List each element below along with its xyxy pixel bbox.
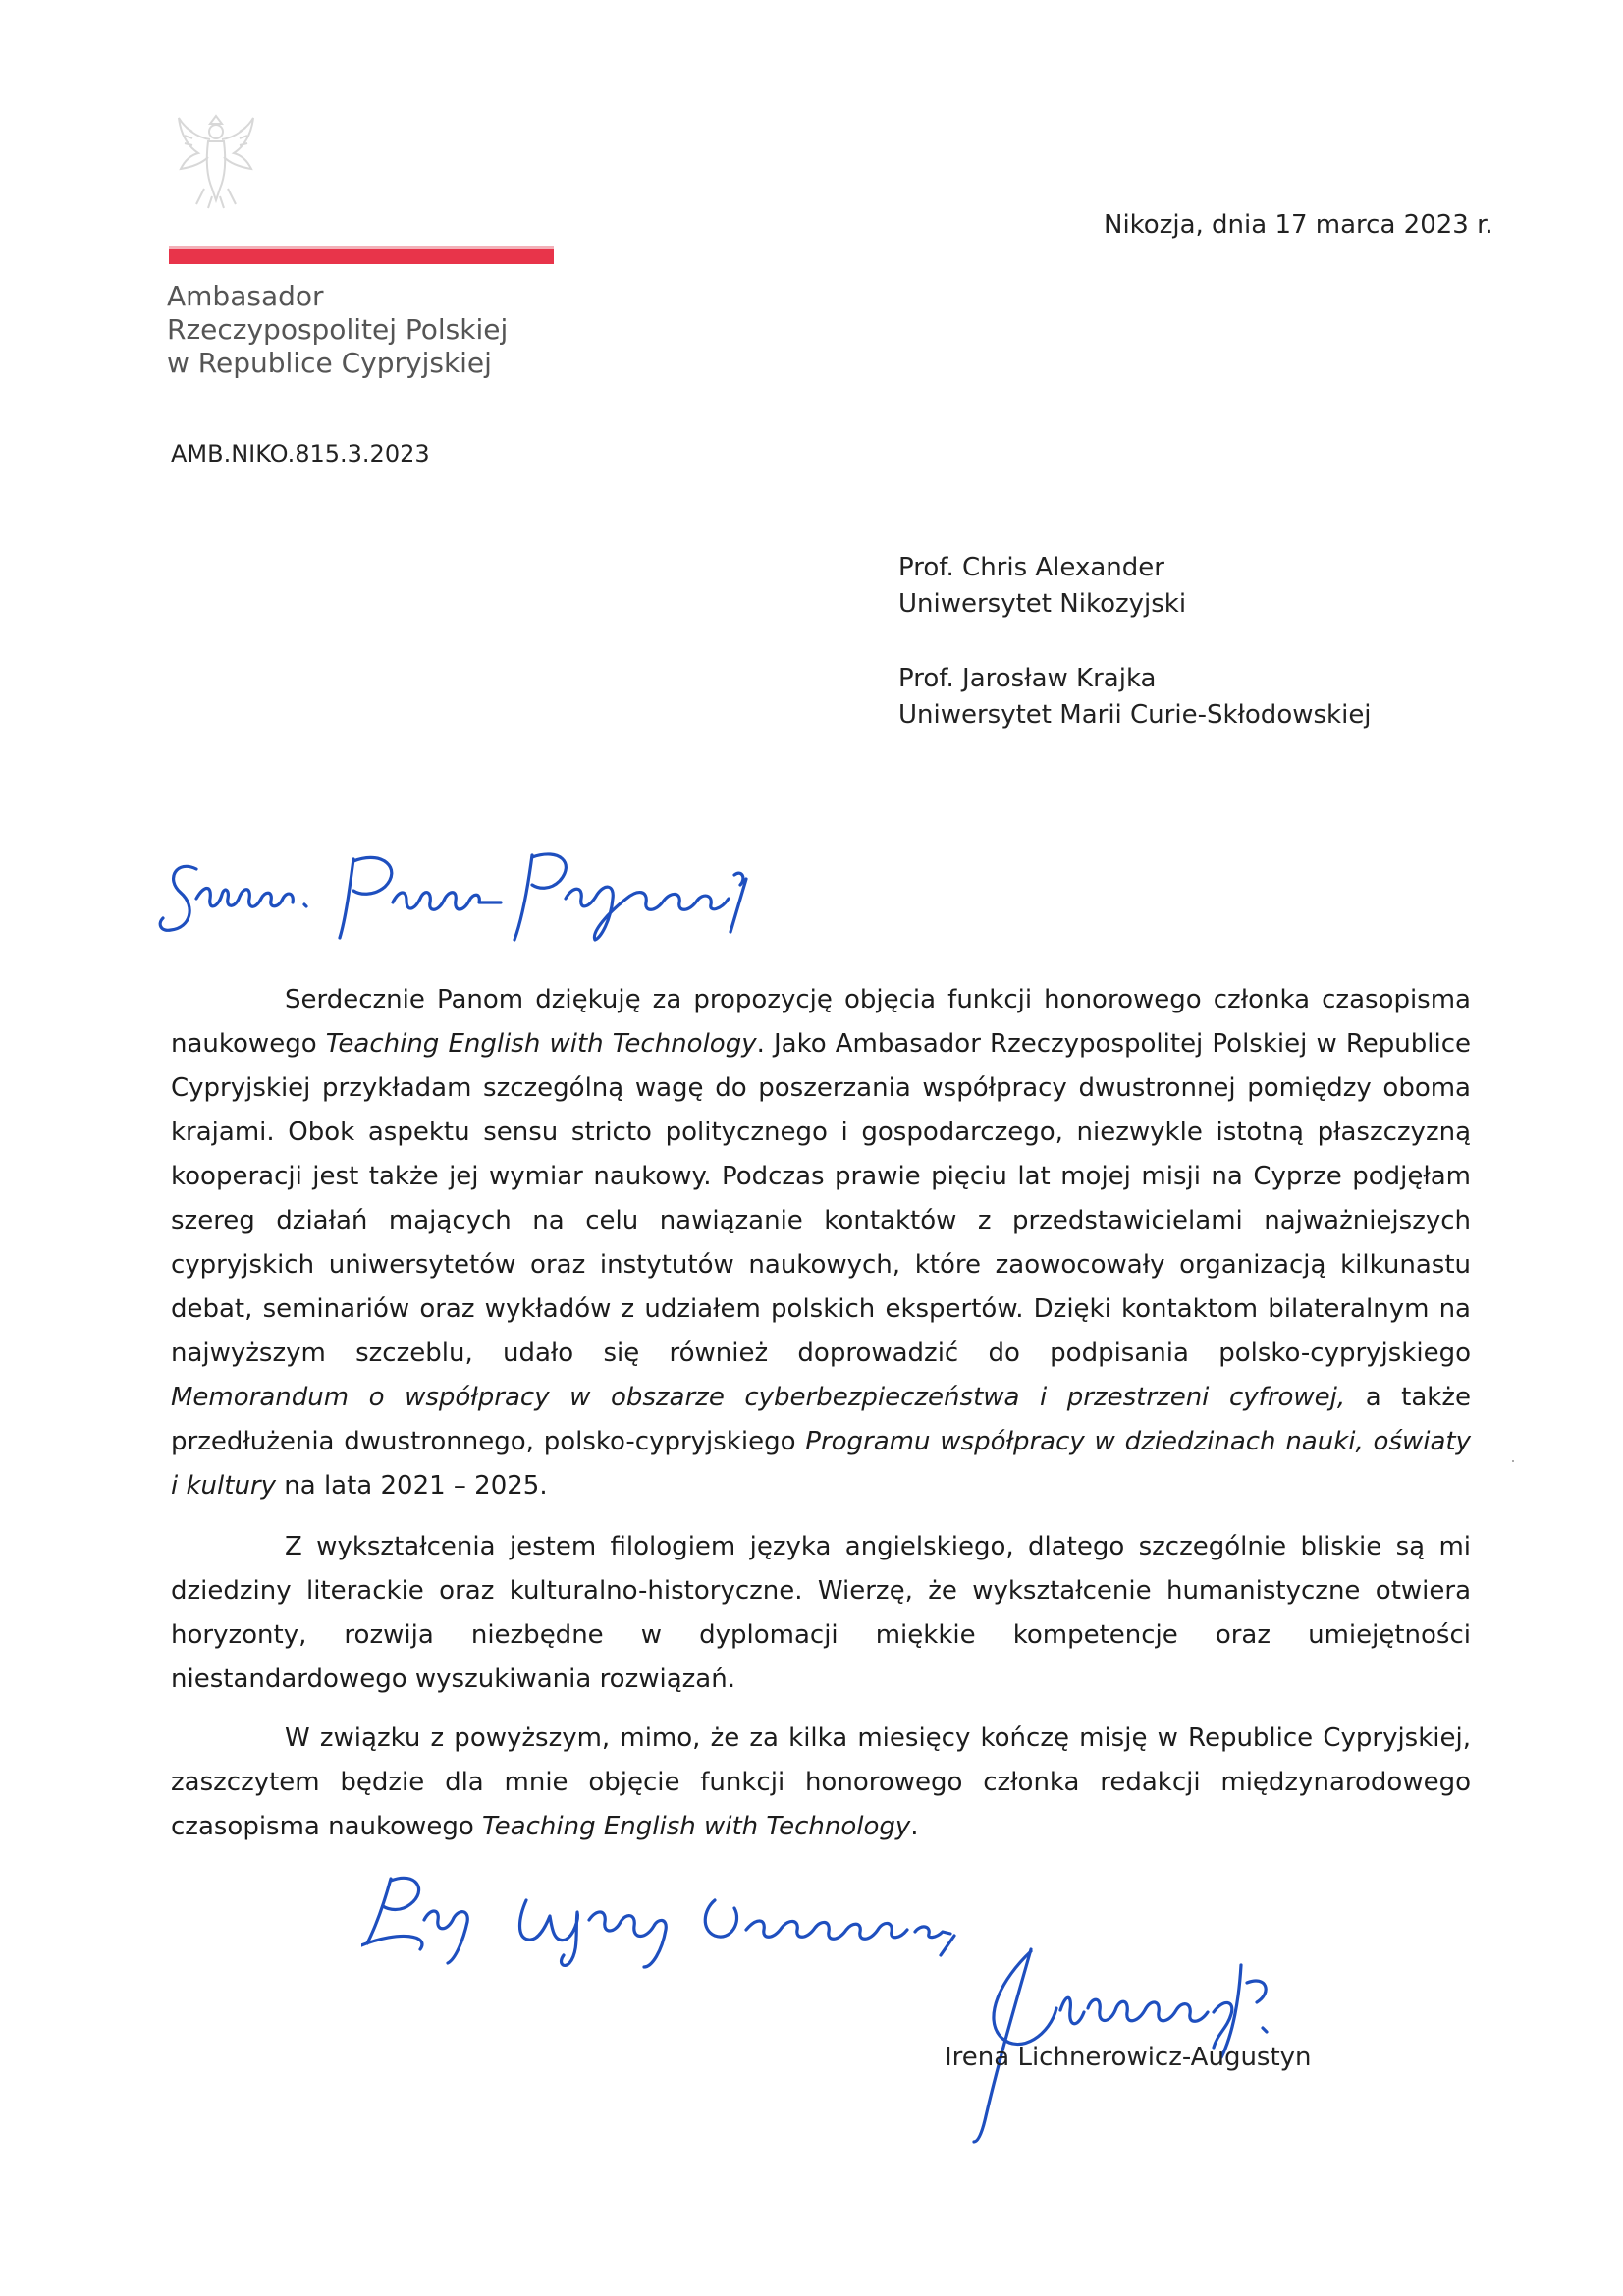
memorandum-title: Memorandum o współpracy w obszarze cyberbezpieczeństwa i przestrzeni cyfrowej, [171, 1383, 1346, 1412]
body-text-run: W związku z powyższym, mimo, że za kilka miesięcy kończę misję w Republice Cypryjskiej, zaszczytem będzie dla mnie objęcie funkcji honorowego członka redakcji międzynarodowego czasopisma naukowego [171, 1723, 1471, 1841]
body-text-run: . Jako Ambasador Rzeczypospolitej Polskiej w Republice Cypryjskiej przykładam szczególną wagę do poszerzania współpracy dwustronnej pomiędzy oboma krajami. Obok aspektu sensu stricto politycznego i gospodarczego, niezwykle istotną płaszczyzną kooperacji jest także jej wymiar naukowy. Podczas prawie pięciu lat mojej misji na Cyprze podjęłam szereg działań mających na celu nawiązanie kontaktów z przedstawicielami najważniejszych cypryjskich uniwersytetów oraz instytutów naukowych, które zaowocowały organizacją kilkunastu debat, seminariów oraz wykładów z udziałem polskich ekspertów. Dzięki kontaktom bilateralnym na najwyższym szczeblu, udało się również doprowadzić do podpisania polsko-cypryjskiego [171, 1029, 1471, 1368]
dateline: Nikozja, dnia 17 marca 2023 r. [1104, 210, 1493, 240]
body-paragraph [171, 978, 1471, 1508]
body-paragraph [171, 1717, 1471, 1849]
polish-eagle-emblem-icon [157, 98, 275, 216]
body-text-run: na lata 2021 – 2025. [276, 1471, 548, 1501]
reference-number: AMB.NIKO.815.3.2023 [171, 440, 430, 467]
institution-line: w Republice Cypryjskiej [167, 347, 492, 379]
recipient-block [898, 661, 1372, 734]
journal-title: Teaching English with Technology [482, 1812, 911, 1841]
recipient-institution: Uniwersytet Nikozyjski [898, 589, 1187, 619]
recipient-block [898, 550, 1186, 623]
recipient-name: Prof. Jarosław Krajka [898, 664, 1157, 693]
institution-line: Ambasador [167, 280, 324, 312]
body-text-run: a także przedłużenia dwustronnego, polsko-cypryjskiego [171, 1383, 1472, 1456]
institution-line: Rzeczypospolitej Polskiej [167, 313, 509, 346]
recipient-institution: Uniwersytet Marii Curie-Skłodowskiej [898, 700, 1372, 730]
handwritten-salutation [157, 830, 1001, 957]
body-text-run: Serdecznie Panom dziękuję za propozycję objęcia funkcji honorowego członka czasopisma naukowego [171, 985, 1471, 1059]
body-text-run: . [910, 1812, 919, 1841]
recipient-name: Prof. Chris Alexander [898, 553, 1164, 582]
body-paragraph [171, 1525, 1471, 1702]
programme-title: Programu współpracy w dziedzinach nauki, oświaty i kultury [171, 1427, 1471, 1501]
letterhead-red-strip [169, 249, 554, 264]
body-text-run: Z wykształcenia jestem filologiem języka angielskiego, dlatego szczególnie bliskie są mi dziedziny literackie oraz kulturalno-historyczne. Wierzę, że wykształcenie humanistyczne otwiera horyzonty, rozwija niezbędne w dyplomacji miękkie kompetencje oraz umiejętności niestandardowego wyszukiwania rozwiązań. [171, 1532, 1471, 1694]
journal-title: Teaching English with Technology [325, 1029, 757, 1059]
scan-speck [1512, 1460, 1514, 1462]
signer-name: Irena Lichnerowicz-Augustyn [945, 2043, 1312, 2072]
institution-name [167, 280, 508, 380]
